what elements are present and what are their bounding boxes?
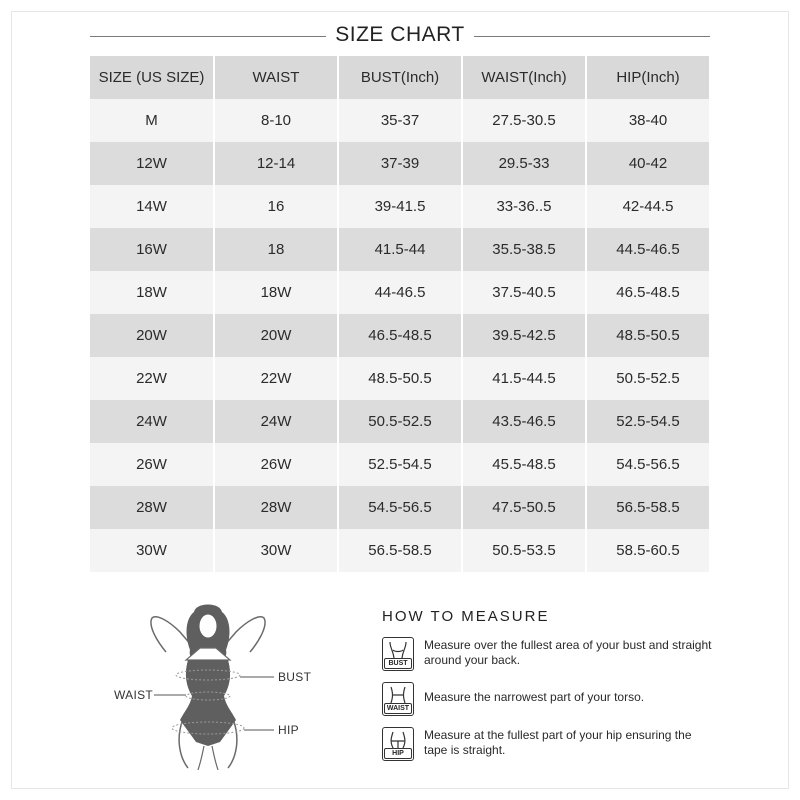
- table-cell: 41.5-44: [338, 228, 462, 271]
- table-cell: 56.5-58.5: [338, 529, 462, 572]
- measure-item-hip: [382, 727, 712, 772]
- waist-label: WAIST: [114, 688, 154, 702]
- table-cell: 46.5-48.5: [586, 271, 709, 314]
- table-cell: 43.5-46.5: [462, 400, 586, 443]
- table-cell: 22W: [214, 357, 338, 400]
- table-row: [90, 314, 709, 357]
- table-cell: 24W: [90, 400, 214, 443]
- title-divider-right: [474, 36, 710, 37]
- table-cell: 58.5-60.5: [586, 529, 709, 572]
- table-cell: 50.5-53.5: [462, 529, 586, 572]
- table-cell: 48.5-50.5: [338, 357, 462, 400]
- waist-icon: [382, 682, 414, 716]
- how-to-measure-section: [382, 608, 712, 772]
- measure-text-bust: Measure over the fullest area of your bust and straight around your back.: [424, 638, 712, 667]
- table-cell: 54.5-56.5: [586, 443, 709, 486]
- table-cell: 27.5-30.5: [462, 99, 586, 142]
- table-row: [90, 486, 709, 529]
- table-cell: 41.5-44.5: [462, 357, 586, 400]
- title-row: [90, 20, 710, 52]
- table-cell: 52.5-54.5: [338, 443, 462, 486]
- table-cell: 16: [214, 185, 338, 228]
- bust-icon-tag: BUST: [384, 658, 412, 669]
- table-cell: 35.5-38.5: [462, 228, 586, 271]
- table-row: [90, 357, 709, 400]
- table-row: [90, 185, 709, 228]
- column-header: BUST(Inch): [338, 56, 462, 99]
- table-cell: 40-42: [586, 142, 709, 185]
- table-cell: 26W: [90, 443, 214, 486]
- table-cell: 33-36..5: [462, 185, 586, 228]
- table-cell: 12W: [90, 142, 214, 185]
- table-body: [90, 99, 709, 572]
- table-cell: 35-37: [338, 99, 462, 142]
- table-cell: 46.5-48.5: [338, 314, 462, 357]
- bust-icon: [382, 637, 414, 671]
- measure-text-hip: Measure at the fullest part of your hip ensuring the tape is straight.: [424, 728, 692, 757]
- table-cell: 38-40: [586, 99, 709, 142]
- table-cell: 50.5-52.5: [586, 357, 709, 400]
- table-cell: 16W: [90, 228, 214, 271]
- table-cell: 26W: [214, 443, 338, 486]
- table-cell: 50.5-52.5: [338, 400, 462, 443]
- table-cell: 24W: [214, 400, 338, 443]
- table-cell: 54.5-56.5: [338, 486, 462, 529]
- table-cell: 39-41.5: [338, 185, 462, 228]
- table-row: [90, 228, 709, 271]
- table-cell: 20W: [214, 314, 338, 357]
- table-cell: 30W: [214, 529, 338, 572]
- table-cell: 28W: [90, 486, 214, 529]
- table-cell: 37-39: [338, 142, 462, 185]
- table-cell: 47.5-50.5: [462, 486, 586, 529]
- table-cell: 18W: [90, 271, 214, 314]
- table-cell: 18: [214, 228, 338, 271]
- waist-icon-tag: WAIST: [384, 703, 412, 714]
- hip-icon-tag: HIP: [384, 748, 412, 759]
- table-row: [90, 443, 709, 486]
- table-cell: 48.5-50.5: [586, 314, 709, 357]
- table-cell: 44-46.5: [338, 271, 462, 314]
- table-cell: 44.5-46.5: [586, 228, 709, 271]
- table-row: [90, 99, 709, 142]
- woman-silhouette-illustration: [108, 600, 328, 770]
- table-cell: 56.5-58.5: [586, 486, 709, 529]
- table-cell: 14W: [90, 185, 214, 228]
- measure-item-bust: [382, 637, 712, 682]
- table-cell: 8-10: [214, 99, 338, 142]
- column-header: WAIST(Inch): [462, 56, 586, 99]
- table-cell: 45.5-48.5: [462, 443, 586, 486]
- table-cell: 37.5-40.5: [462, 271, 586, 314]
- page-title: SIZE CHART: [335, 23, 465, 46]
- table-cell: 28W: [214, 486, 338, 529]
- table-cell: 30W: [90, 529, 214, 572]
- table-cell: 29.5-33: [462, 142, 586, 185]
- body-measurement-figure: [108, 600, 328, 770]
- column-header: HIP(Inch): [586, 56, 709, 99]
- table-cell: 22W: [90, 357, 214, 400]
- table-cell: 52.5-54.5: [586, 400, 709, 443]
- table-cell: M: [90, 99, 214, 142]
- measure-text-waist: Measure the narrowest part of your torso.: [424, 690, 645, 704]
- how-to-measure-title: HOW TO MEASURE: [382, 608, 550, 625]
- table-row: [90, 400, 709, 443]
- column-header: WAIST: [214, 56, 338, 99]
- table-row: [90, 529, 709, 572]
- bust-label: BUST: [278, 670, 312, 684]
- table-cell: 12-14: [214, 142, 338, 185]
- table-cell: 18W: [214, 271, 338, 314]
- table-cell: 20W: [90, 314, 214, 357]
- table-cell: 39.5-42.5: [462, 314, 586, 357]
- column-header: SIZE (US SIZE): [90, 56, 214, 99]
- table-header-row: [90, 56, 709, 99]
- hip-icon: [382, 727, 414, 761]
- size-chart-table: [90, 56, 709, 572]
- table-row: [90, 142, 709, 185]
- table-row: [90, 271, 709, 314]
- table-cell: 42-44.5: [586, 185, 709, 228]
- hip-label: HIP: [278, 723, 299, 737]
- measure-item-waist: [382, 682, 712, 727]
